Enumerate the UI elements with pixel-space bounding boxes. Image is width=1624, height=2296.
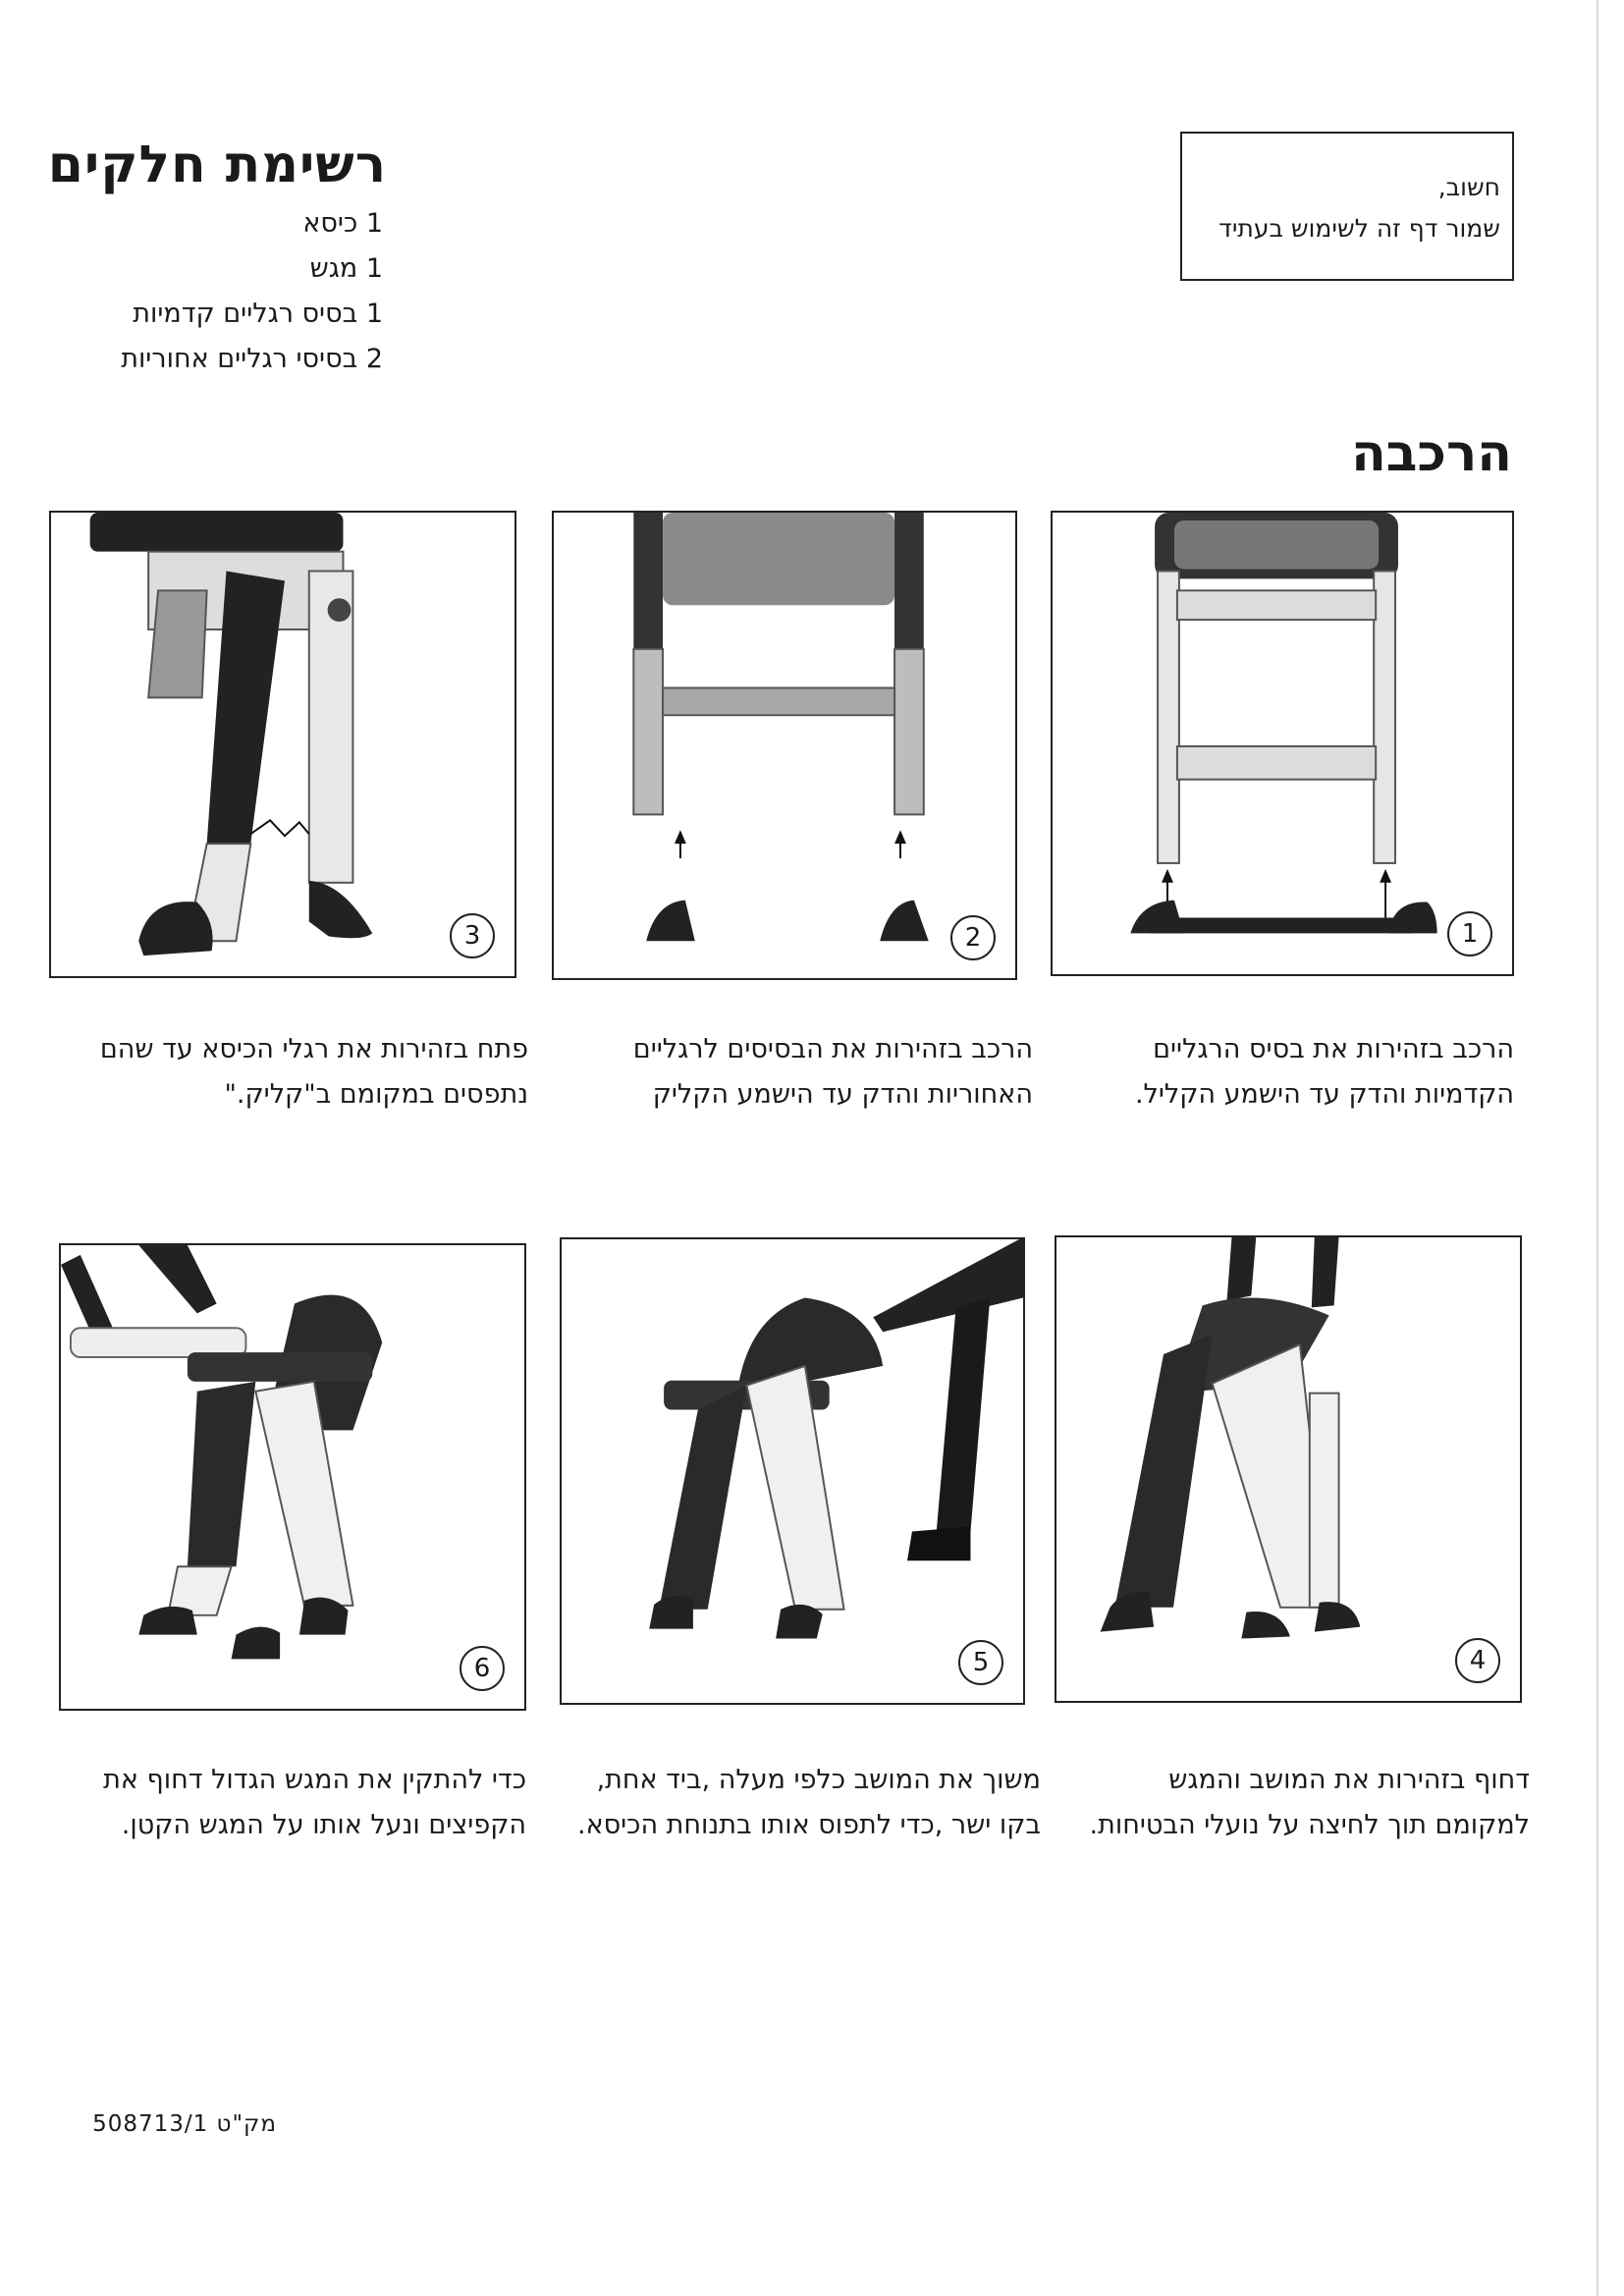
caption-line: למקומם תוך לחיצה על נועלי הבטיחות. [1089,1810,1530,1840]
caption-line: נתפסים במקומם ב"קליק." [224,1079,528,1110]
caption-line: דחוף בזהירות את המושב והמגש [1168,1765,1530,1795]
caption-line: האחוריות והדק עד הישמע הקליק [652,1079,1033,1110]
front-legs-base-illustration [1053,513,1512,974]
caption-line: הרכב בזהירות את בסיס הרגליים [1153,1034,1514,1065]
parts-list-title: רשימת חלקים [47,136,387,194]
step-number-badge: 6 [460,1646,505,1691]
step-5-caption [577,1758,1041,1848]
attach-large-tray-illustration [61,1245,524,1709]
caption-line: בקו ישר ,כדי לתפוס אותו בתנוחת הכיסא. [576,1810,1041,1840]
page-edge-rule [1597,0,1598,2296]
step-4-caption [1090,1758,1530,1848]
caption-line: פתח בזהירות את רגלי הכיסא עד שהם [99,1034,528,1065]
step-number-badge: 5 [958,1640,1003,1685]
step-1-illustration [1051,511,1514,976]
parts-list-item: 1 בסיס רגליים קדמיות [133,299,383,329]
pull-seat-up-illustration [562,1239,1023,1703]
parts-list-item: 2 בסיסי רגליים אחוריות [121,344,383,374]
assembly-title: הרכבה [1351,424,1512,483]
notice-line-1: חשוב, [1437,173,1500,201]
parts-list-item: 1 מגש [309,253,383,284]
step-3-caption [100,1027,528,1118]
catalog-number: מק"ט 508713/1 [92,2111,277,2137]
step-4-illustration [1055,1235,1522,1703]
step-2-caption [633,1027,1033,1118]
rear-legs-bases-illustration [554,513,1015,978]
step-5-illustration [560,1237,1025,1705]
step-6-illustration [59,1243,526,1711]
step-2-illustration [552,511,1017,980]
caption-line: כדי להתקין את המגש הגדול דחוף את [103,1765,526,1795]
notice-line-2: שמור דף זה לשימוש בעתיד [1218,214,1500,243]
caption-line: משוך את המושב כלפי מעלה ,ביד אחת, [596,1765,1041,1795]
step-1-caption [1135,1027,1514,1118]
important-notice-box [1180,132,1514,281]
step-number-badge: 3 [450,913,495,958]
push-seat-and-tray-illustration [1056,1237,1520,1701]
step-6-caption [103,1758,526,1848]
parts-list-item: 1 כיסא [302,208,383,239]
caption-line: הקפיצים ונעל אותו על המגש הקטן. [121,1810,526,1840]
step-number-badge: 4 [1455,1638,1500,1683]
step-number-badge: 1 [1447,911,1492,957]
open-chair-legs-illustration [51,513,514,976]
caption-line: הקדמיות והדק עד הישמע הקליל. [1134,1079,1514,1110]
step-number-badge: 2 [950,915,996,960]
parts-list [121,201,383,382]
caption-line: הרכב בזהירות את הבסיסים לרגליים [632,1034,1033,1065]
step-3-illustration [49,511,516,978]
